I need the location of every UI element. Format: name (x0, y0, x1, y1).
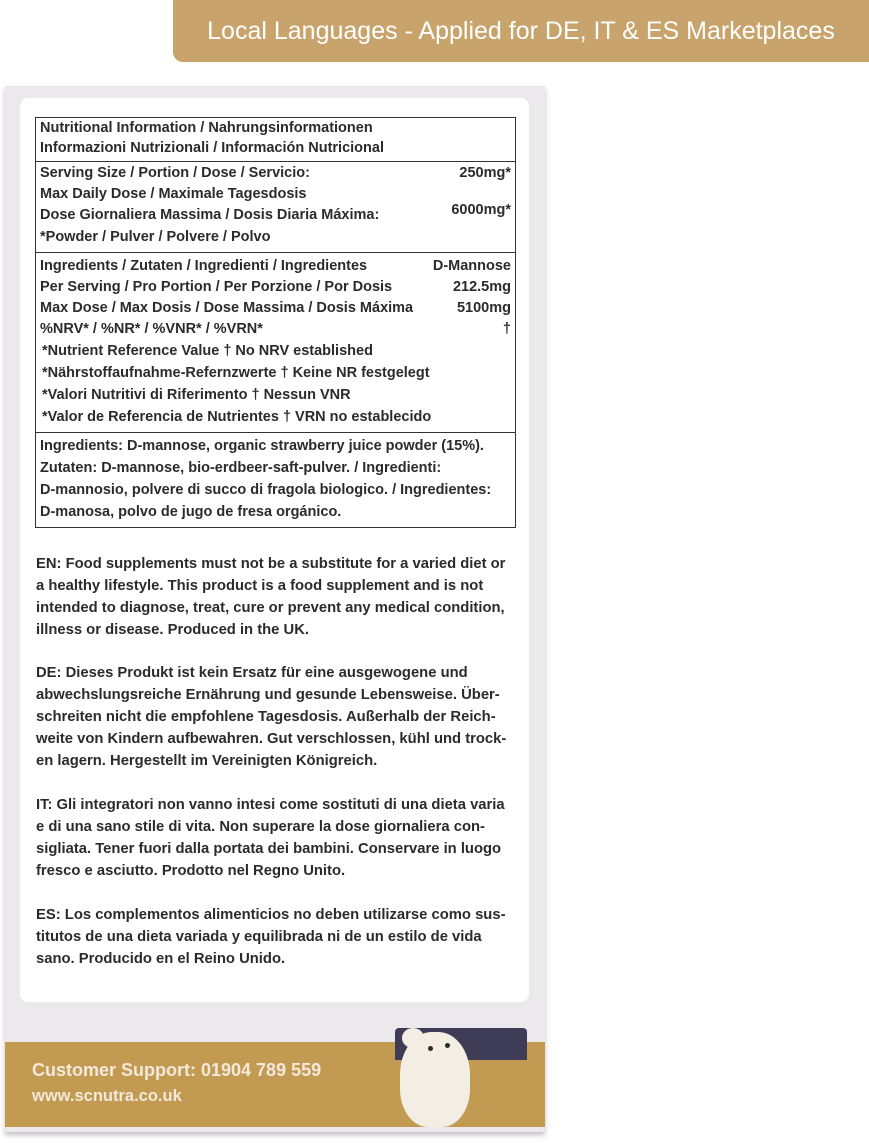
nrv-note-es: *Valor de Referencia de Nutrientes † VRN no establecido (42, 409, 432, 425)
mascot-eye-icon (445, 1043, 450, 1048)
divider (36, 432, 515, 433)
customer-support: Customer Support: 01904 789 559 (32, 1060, 322, 1080)
warning-it (36, 794, 526, 882)
warning-line: ES: Los complementos alimenticios no deben utilizarse como sus- (36, 907, 506, 923)
ingredients-label: Ingredients / Zutaten / Ingredienti / Ingredientes (40, 258, 368, 274)
serving-value: 250mg* (459, 165, 511, 181)
warning-line: IT: Gli integratori non vanno intesi come sostituti di una dieta varia (36, 797, 505, 813)
marketplace-banner: Local Languages - Applied for DE, IT & ES Marketplaces (173, 0, 869, 62)
divider (36, 252, 515, 253)
website: www.scnutra.co.uk (32, 1087, 182, 1105)
ingredients-text-line: D-mannosio, polvere di succo di fragola biologico. / Ingredientes: (40, 482, 492, 498)
mascot-eye-icon (428, 1046, 433, 1051)
nutrition-heading: Nutritional Information / Nahrungsinformationen (40, 120, 373, 136)
warning-line: illness or disease. Produced in the UK. (36, 622, 309, 638)
warning-line: schreiten nicht die empfohlene Tagesdosis. Außerhalb der Reich- (36, 709, 496, 725)
serving-label: Serving Size / Portion / Dose / Servicio: (40, 165, 310, 181)
nutrition-subheading: Informazioni Nutrizionali / Información Nutricional (40, 140, 384, 156)
warning-line: abwechslungsreiche Ernährung und gesunde Lebensweise. Über- (36, 687, 500, 703)
ingredients-text-line: Ingredients: D-mannose, organic strawberry juice powder (15%). (40, 438, 484, 454)
nutrition-table (35, 117, 516, 528)
nrv-value: † (502, 321, 511, 337)
per-serving-label: Per Serving / Pro Portion / Per Porzione / Por Dosis (40, 279, 393, 295)
max-dose-label: Max Dose / Max Dosis / Dose Massima / Dosis Máxima (40, 300, 414, 316)
divider (36, 161, 515, 162)
nrv-label: %NRV* / %NR* / %VNR* / %VRN* (40, 321, 263, 337)
ingredients-value: D-Mannose (432, 258, 511, 274)
warning-line: titutos de una dieta variada y equilibrada ni de un estilo de vida (36, 929, 482, 945)
warning-line: DE: Dieses Produkt ist kein Ersatz für eine ausgewogene und (36, 665, 468, 681)
warning-line: a healthy lifestyle. This product is a food supplement and is not (36, 578, 484, 594)
nrv-note-it: *Valori Nutritivi di Riferimento † Nessun VNR (42, 387, 351, 403)
max-daily-value: 6000mg* (451, 202, 511, 218)
warning-line: sano. Producido en el Reino Unido. (36, 951, 286, 967)
ingredients-text-line: D-manosa, polvo de jugo de fresa orgánico. (40, 504, 342, 520)
warning-line: EN: Food supplements must not be a substitute for a varied diet or (36, 556, 506, 572)
ingredients-text-line: Zutaten: D-mannose, bio-erdbeer-saft-pulver. / Ingredienti: (40, 460, 442, 476)
warning-line: sigliata. Tener fuori dalla portata dei bambini. Conservare in luogo (36, 841, 502, 857)
max-dose-value: 5100mg (456, 300, 511, 316)
powder-note: *Powder / Pulver / Polvere / Polvo (40, 229, 271, 245)
mascot-icon (400, 1032, 470, 1127)
warning-en (36, 553, 526, 641)
warning-line: intended to diagnose, treat, cure or prevent any medical condition, (36, 600, 505, 616)
max-daily-label-2: Dose Giornaliera Massima / Dosis Diaria Máxima: (40, 207, 380, 223)
warning-line: weite von Kindern aufbewahren. Gut verschlossen, kühl und trock- (36, 731, 507, 747)
warning-line: fresco e asciutto. Prodotto nel Regno Unito. (36, 863, 346, 879)
max-daily-label: Max Daily Dose / Maximale Tagesdosis (40, 186, 307, 202)
nrv-note-de: *Nährstoffaufnahme-Refernzwerte † Keine NR festgelegt (42, 365, 430, 381)
warning-line: e di una sano stile di vita. Non superare la dose giornaliera con- (36, 819, 485, 835)
per-serving-value: 212.5mg (452, 279, 511, 295)
warning-es (36, 904, 526, 970)
warning-line: en lagern. Hergestellt im Vereinigten Königreich. (36, 753, 378, 769)
warning-de (36, 662, 526, 772)
nrv-note-en: *Nutrient Reference Value † No NRV established (42, 343, 373, 359)
